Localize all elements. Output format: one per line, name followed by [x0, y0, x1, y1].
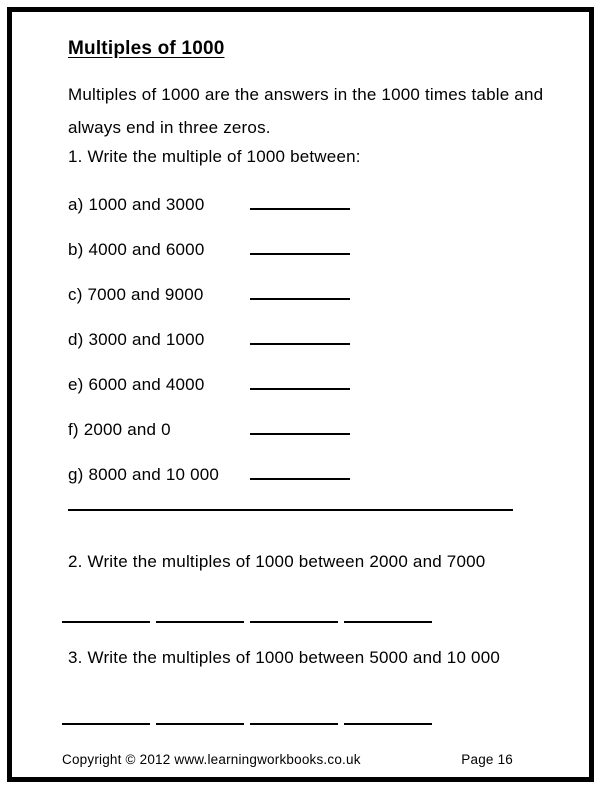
answer-blank: [250, 601, 338, 623]
question2-answer-blanks: [62, 601, 432, 623]
list-item: [68, 182, 528, 227]
question1-prompt: 1. Write the multiple of 1000 between:: [68, 147, 361, 166]
answer-blank: [344, 703, 432, 725]
intro-line-1: Multiples of 1000 are the answers in the 1000 times table and: [68, 85, 544, 104]
answer-blank: [250, 276, 350, 300]
page-footer: [62, 752, 513, 767]
answer-blank: [62, 601, 150, 623]
copyright-text: Copyright © 2012 www.learningworkbooks.co.uk: [62, 752, 361, 767]
intro-text: [68, 78, 543, 144]
question3-answer-blanks: [62, 703, 432, 725]
answer-blank: [250, 411, 350, 435]
answer-blank: [250, 321, 350, 345]
list-item: [68, 362, 528, 407]
item-text: f) 2000 and 0: [68, 419, 171, 439]
answer-blank: [62, 703, 150, 725]
list-item: [68, 407, 528, 452]
separator-line: [68, 489, 513, 511]
answer-blank: [250, 456, 350, 480]
intro-line-2: always end in three zeros.: [68, 118, 271, 137]
page-title: Multiples of 1000: [68, 38, 225, 59]
item-text: b) 4000 and 6000: [68, 239, 205, 259]
answer-blank: [156, 703, 244, 725]
item-text: g) 8000 and 10 000: [68, 464, 220, 484]
answer-blank: [344, 601, 432, 623]
list-item: [68, 227, 528, 272]
answer-blank: [250, 703, 338, 725]
question1-item-list: [68, 182, 528, 497]
answer-blank: [156, 601, 244, 623]
question2-prompt: 2. Write the multiples of 1000 between 2000 and 7000: [68, 552, 486, 571]
page-number: Page 16: [461, 752, 513, 767]
answer-blank: [250, 186, 350, 210]
answer-blank: [250, 231, 350, 255]
answer-blank: [250, 366, 350, 390]
item-text: a) 1000 and 3000: [68, 194, 205, 214]
item-text: d) 3000 and 1000: [68, 329, 205, 349]
question3-prompt: 3. Write the multiples of 1000 between 5000 and 10 000: [68, 648, 500, 667]
list-item: [68, 272, 528, 317]
list-item: [68, 317, 528, 362]
item-text: c) 7000 and 9000: [68, 284, 204, 304]
item-text: e) 6000 and 4000: [68, 374, 205, 394]
